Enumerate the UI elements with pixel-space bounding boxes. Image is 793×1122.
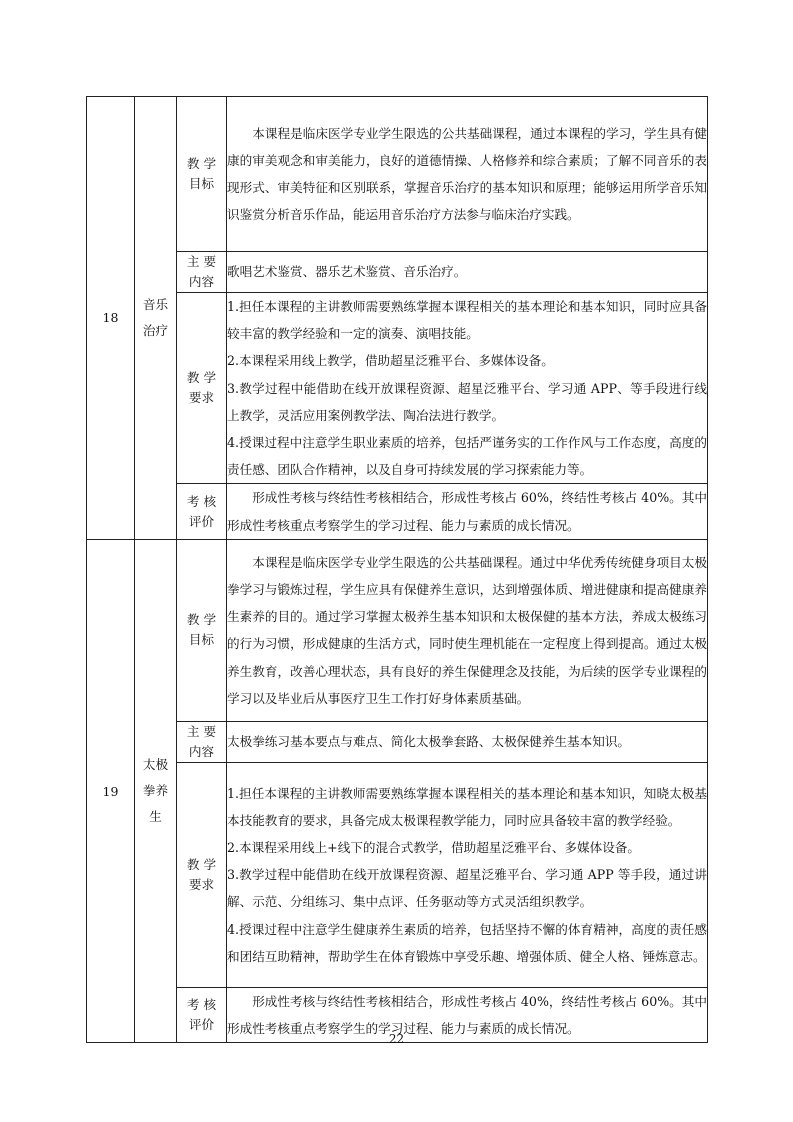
requirement-item: 1.担任本课程的主讲教师需要熟练掌握本课程相关的基本理论和基本知识，知晓太极基本技能教育的要求，具备完成太极课程教学能力，同时应具备较丰富的教学经验。 — [227, 785, 707, 828]
requirement-item: 4.授课过程中注意学生职业素质的培养，包括严谨务实的工作作风与工作态度，高度的责任感、团队合作精神，以及自身可持续发展的学习探索能力等。 — [227, 435, 707, 478]
assessment-text: 形成性考核与终结性考核相结合，形成性考核占 40%，终结性考核占 60%。其中形成性考核重点考察学生的学习过程、能力与素质的成长情况。 — [227, 987, 708, 1042]
course-name — [135, 539, 177, 1042]
course-name — [135, 97, 177, 540]
requirement-label: 教 学 要求 — [177, 762, 227, 987]
assessment-text: 形成性考核与终结性考核相结合，形成性考核占 60%，终结性考核占 40%。其中形成性考核重点考察学生的学习过程、能力与素质的成长情况。 — [227, 484, 708, 539]
course-name-line: 音乐 — [142, 296, 169, 312]
objective-text: 本课程是临床医学专业学生限选的公共基础课程。通过中华优秀传统健身项目太极拳学习与锻炼过程，学生应具有保健养生意识，达到增强体质、增进健康和提高健康养生素养的目的。通过学习掌握太极养生基本知识和太极保健的基本方法，养成太极练习的行为习惯，形成健康的生活方式，同时使生理机能在一定程度上得到提高。通过太极养生教育，改善心理状态，具有良好的养生保健理念及技能，为后续的医学专业课程的学习以及毕业后从事医疗卫生工作打好身体素质基础。 — [227, 539, 708, 721]
objective-text: 本课程是临床医学专业学生限选的公共基础课程，通过本课程的学习，学生具有健康的审美观念和审美能力，良好的道德情操、人格修养和综合素质；了解不同音乐的表现形式、审美特征和区别联系，掌握音乐治疗的基本知识和原理；能够运用所学音乐知识鉴赏分析音乐作品，能运用音乐治疗方法参与临床治疗实践。 — [227, 97, 708, 252]
requirement-item: 3.教学过程中能借助在线开放课程资源、超星泛雅平台、学习通 APP、等手段进行线上教学，灵活应用案例教学法、陶冶法进行教学。 — [227, 380, 707, 423]
course-19-content-row — [87, 721, 708, 762]
requirement-item: 1.担任本课程的主讲教师需要熟练掌握本课程相关的基本理论和基本知识，同时应具备较丰富的教学经验和一定的演奏、演唱技能。 — [227, 299, 707, 342]
course-number: 18 — [87, 97, 135, 540]
course-name-line: 生 — [149, 809, 162, 825]
course-18-objective-row — [87, 97, 708, 252]
requirement-item: 3.教学过程中能借助在线开放课程资源、超星泛雅平台、学习通 APP 等手段，通过讲解、示范、分组练习、集中点评、任务驱动等方式灵活组织教学。 — [227, 867, 707, 910]
main-content-label: 主 要 内容 — [177, 721, 227, 762]
course-18-assessment-row — [87, 484, 708, 539]
course-18-content-row — [87, 252, 708, 293]
requirement-item: 2.本课程采用线上+线下的混合式教学，借助超星泛雅平台、多媒体设备。 — [227, 840, 640, 856]
objective-label: 教 学 目标 — [177, 539, 227, 721]
main-content-text: 歌唱艺术鉴赏、器乐艺术鉴赏、音乐治疗。 — [227, 252, 708, 293]
course-18-requirement-row — [87, 293, 708, 484]
course-table — [86, 96, 708, 1043]
course-name-line: 治疗 — [142, 322, 169, 338]
page-number: 22 — [388, 1032, 405, 1046]
requirement-item: 2.本课程采用线上教学，借助超星泛雅平台、多媒体设备。 — [227, 353, 554, 369]
assessment-label: 考 核 评价 — [177, 987, 227, 1042]
assessment-label: 考 核 评价 — [177, 484, 227, 539]
requirement-text — [227, 293, 708, 484]
requirement-item: 4.授课过程中注意学生健康养生素质的培养，包括坚持不懈的体育精神，高度的责任感和团结互助精神，帮助学生在体育锻炼中享受乐趣、增强体质、健全人格、锤炼意志。 — [227, 921, 707, 964]
objective-label: 教 学 目标 — [177, 97, 227, 252]
course-number: 19 — [87, 539, 135, 1042]
course-19-requirement-row — [87, 762, 708, 987]
course-name-line: 拳养 — [142, 783, 169, 799]
main-content-label: 主 要 内容 — [177, 252, 227, 293]
main-content-text: 太极拳练习基本要点与难点、简化太极拳套路、太极保健养生基本知识。 — [227, 721, 708, 762]
requirement-text — [227, 762, 708, 987]
course-19-objective-row — [87, 539, 708, 721]
course-name-line: 太极 — [142, 757, 169, 773]
requirement-label: 教 学 要求 — [177, 293, 227, 484]
